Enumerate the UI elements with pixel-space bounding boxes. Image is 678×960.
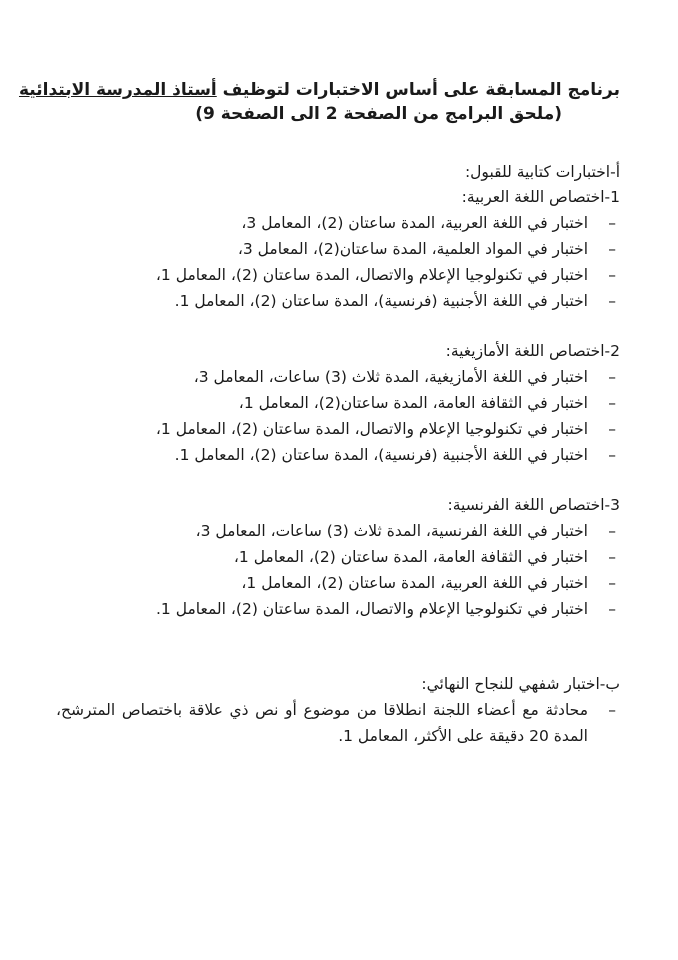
dash-bullet: – xyxy=(608,446,616,464)
dash-bullet: – xyxy=(608,368,616,386)
dash-bullet: – xyxy=(608,240,616,258)
spacer xyxy=(56,468,620,493)
list-item xyxy=(56,518,620,544)
list-item-text: اختبار في الثقافة العامة، المدة ساعتان (2)، المعامل 1، xyxy=(233,548,588,566)
spacer xyxy=(56,622,620,647)
list-item-text: اختبار في اللغة الأجنبية (فرنسية)، المدة ساعتان (2)، المعامل 1. xyxy=(174,446,588,464)
dash-bullet: – xyxy=(608,292,616,310)
list-item xyxy=(56,364,620,390)
list-item-text: محادثة مع أعضاء اللجنة انطلاقا من موضوع أو نص ذي علاقة باختصاص المترشح، المدة 20 دقيقة على الأكثر، المعامل 1. xyxy=(56,701,588,745)
list-item xyxy=(56,236,620,262)
list-item xyxy=(56,697,620,749)
list-item-text: اختبار في اللغة العربية، المدة ساعتان (2)، المعامل 3، xyxy=(241,214,588,232)
list-item-text: اختبار في تكنولوجيا الإعلام والاتصال، المدة ساعتان (2)، المعامل 1، xyxy=(155,420,588,438)
page-subtitle: (ملحق البرامج من الصفحة 2 الى الصفحة 9) xyxy=(195,104,562,124)
dash-bullet: – xyxy=(608,701,616,719)
list-item-text: اختبار في اللغة الفرنسية، المدة ثلاث (3) ساعات، المعامل 3، xyxy=(195,522,588,540)
list-item-text: اختبار في اللغة الأجنبية (فرنسية)، المدة ساعتان (2)، المعامل 1. xyxy=(174,292,588,310)
list-item xyxy=(56,288,620,314)
section-b-list xyxy=(56,697,620,749)
section-b-heading: ب-اختبار شفهي للنجاح النهائي: xyxy=(421,675,620,693)
group-1-heading: 1-اختصاص اللغة العربية: xyxy=(461,188,620,206)
group-1-list xyxy=(56,210,620,314)
group-3-list xyxy=(56,518,620,622)
list-item xyxy=(56,544,620,570)
dash-bullet: – xyxy=(608,522,616,540)
list-item-text: اختبار في تكنولوجيا الإعلام والاتصال، المدة ساعتان (2)، المعامل 1، xyxy=(155,266,588,284)
section-a-heading: أ-اختبارات كتابية للقبول: xyxy=(464,163,620,181)
document-body xyxy=(56,160,620,749)
dash-bullet: – xyxy=(608,574,616,592)
list-item xyxy=(56,262,620,288)
list-item-text: اختبار في اللغة الأمازيغية، المدة ثلاث (3) ساعات، المعامل 3، xyxy=(193,368,588,386)
list-item xyxy=(56,416,620,442)
dash-bullet: – xyxy=(608,420,616,438)
list-item xyxy=(56,390,620,416)
list-item-text: اختبار في الثقافة العامة، المدة ساعتان(2)، المعامل 1، xyxy=(238,394,588,412)
spacer xyxy=(56,647,620,672)
list-item-text: اختبار في المواد العلمية، المدة ساعتان(2)، المعامل 3، xyxy=(237,240,588,258)
list-item-text: اختبار في اللغة العربية، المدة ساعتان (2)، المعامل 1، xyxy=(241,574,588,592)
list-item xyxy=(56,442,620,468)
list-item xyxy=(56,596,620,622)
list-item xyxy=(56,570,620,596)
dash-bullet: – xyxy=(608,394,616,412)
list-item xyxy=(56,210,620,236)
group-2-list xyxy=(56,364,620,468)
title-text: برنامج المسابقة على أساس الاختبارات لتوظيف xyxy=(216,80,620,100)
dash-bullet: – xyxy=(608,266,616,284)
dash-bullet: – xyxy=(608,600,616,618)
dash-bullet: – xyxy=(608,548,616,566)
spacer xyxy=(56,314,620,339)
page-title xyxy=(18,78,620,102)
dash-bullet: – xyxy=(608,214,616,232)
list-item-text: اختبار في تكنولوجيا الإعلام والاتصال، المدة ساعتان (2)، المعامل 1. xyxy=(155,600,588,618)
title-underlined-text: أستاذ المدرسة الابتدائية xyxy=(18,80,217,100)
group-3-heading: 3-اختصاص اللغة الفرنسية: xyxy=(447,496,620,514)
group-2-heading: 2-اختصاص اللغة الأمازيغية: xyxy=(445,342,620,360)
